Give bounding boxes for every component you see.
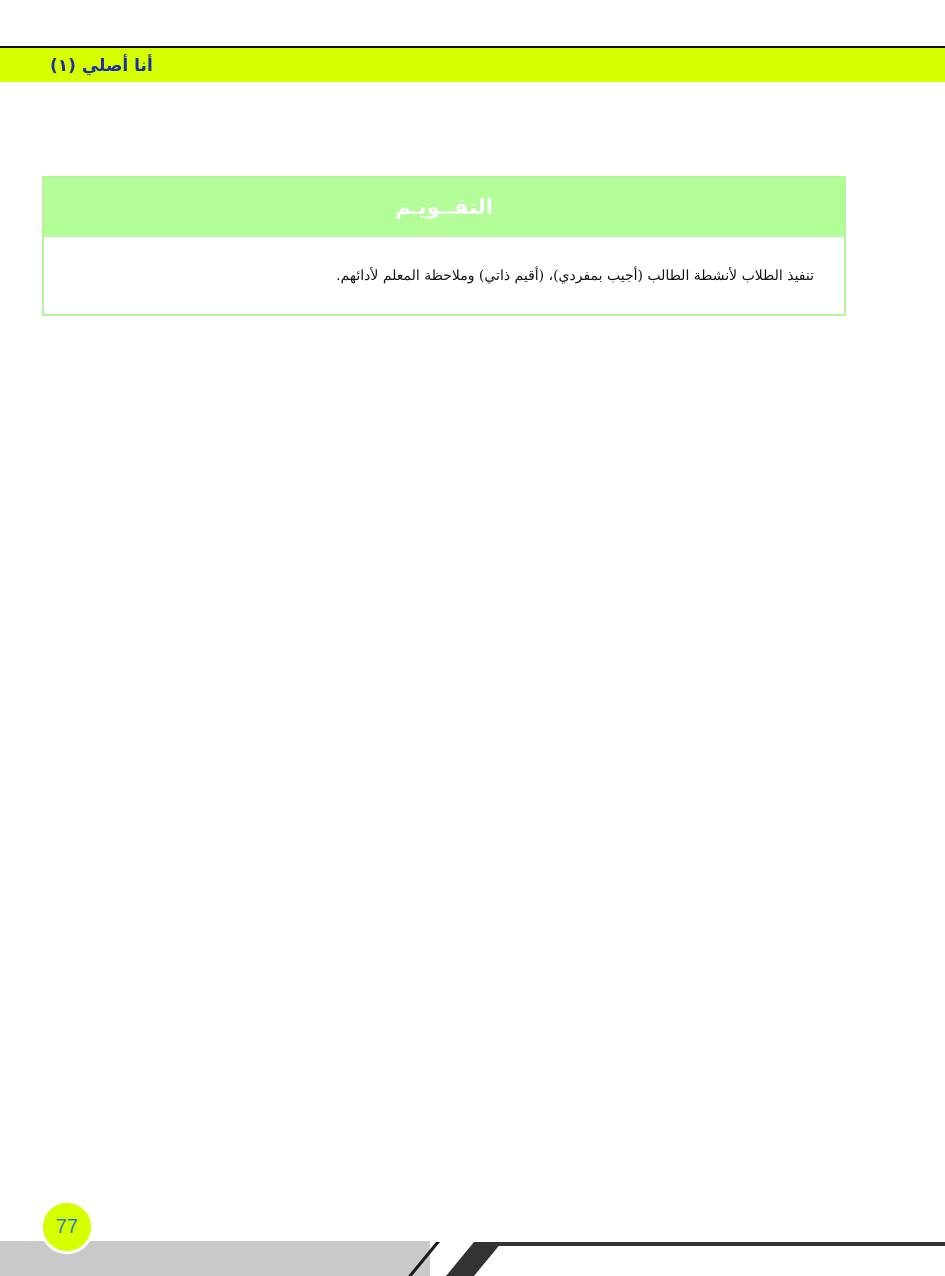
footer-rule — [491, 1242, 945, 1246]
footer-slash-thin — [408, 1242, 440, 1276]
evaluation-heading: التقــويـم — [395, 195, 493, 219]
evaluation-box — [42, 176, 846, 316]
evaluation-text: تنفيذ الطلاب لأنشطة الطالب (أجيب بمفردي)، (أقيم ذاتي) وملاحظة المعلم لأدائهم. — [336, 268, 814, 284]
footer-graphic — [400, 1236, 945, 1276]
page-number: 77 — [55, 1216, 79, 1238]
lesson-title: أنا أصلي (١) — [50, 56, 153, 76]
footer-slash-thick — [446, 1242, 502, 1276]
